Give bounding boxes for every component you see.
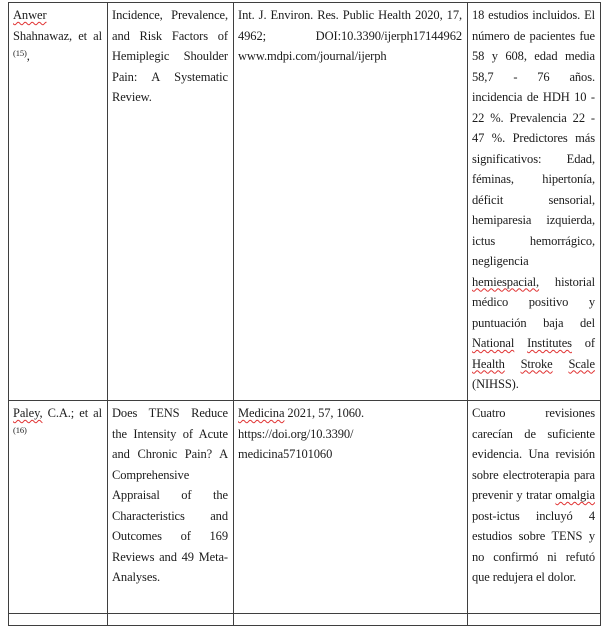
text-segment: 2021, 57, 1060. xyxy=(284,406,365,420)
citation-superscript: (15) xyxy=(13,47,27,58)
table-row-study-2 xyxy=(9,401,601,614)
text-segment: , xyxy=(26,49,30,63)
text-segment: medicina57101060 xyxy=(238,447,333,461)
document-page xyxy=(8,2,601,626)
text-segment xyxy=(553,357,569,371)
misspelled-word: Scale xyxy=(568,356,596,371)
text-segment: https://doi.org/10.3390/ xyxy=(238,426,354,441)
text-segment: post-ictus incluyó 4 estudios sobre TENS y no confirmó ni refutó que redujera el dolor. xyxy=(472,508,595,584)
text-segment: Does TENS Reduce the Intensity of Acute and Chronic Pain? A Comprehensive Appraisal of the Characteristics and Outcomes of 169 Reviews and 49 Meta-Analyses. xyxy=(112,406,228,584)
citation-superscript: (16) xyxy=(13,425,27,435)
misspelled-word: Anwer xyxy=(13,8,47,22)
table-row-study-1 xyxy=(9,3,601,401)
study-title-cell[interactable] xyxy=(108,3,234,401)
misspelled-word: omalgia xyxy=(555,488,595,502)
text-segment: Int. J. Environ. Res. Public Health 2020, 17, 4962; DOI:10.3390/ijerph17144962 www.mdpi.com/journal/ijerph xyxy=(238,8,462,63)
study-title-cell[interactable] xyxy=(108,401,234,614)
text-segment xyxy=(514,336,527,350)
text-segment: Cuatro revisiones carecían de suficiente evidencia. Una revisión sobre electroterapia para prevenir y tratar xyxy=(472,406,595,502)
misspelled-word: Paley, xyxy=(13,406,43,420)
misspelled-word: Health xyxy=(472,356,505,371)
study-title-cell-partial[interactable] xyxy=(108,614,234,626)
findings-cell-partial[interactable] xyxy=(468,614,601,626)
misspelled-word: National xyxy=(472,336,515,350)
findings-cell[interactable] xyxy=(468,3,601,401)
author-cell[interactable] xyxy=(9,401,108,614)
text-segment: (NIHSS). xyxy=(472,377,519,391)
text-segment: C.A.; et al xyxy=(42,406,102,420)
author-cell[interactable] xyxy=(9,3,108,401)
text-segment xyxy=(505,357,521,371)
journal-reference-cell[interactable] xyxy=(234,401,468,614)
text-segment: Shahnawaz, et al xyxy=(13,28,102,43)
literature-review-table xyxy=(8,2,601,626)
author-cell-partial[interactable] xyxy=(9,614,108,626)
misspelled-word: Stroke xyxy=(520,356,553,371)
text-segment: 18 estudios incluidos. El número de pacientes fue 58 y 608, edad media 58,7 - 76 años. incidencia de HDH 10 - 22 %. Prevalencia 22 - 47 %. Predictores más significativos: Edad, féminas, hipertonía, déficit sensorial, hemiparesia izquierda, ictus hemorrágico, negligencia xyxy=(472,8,595,268)
table-row-partial xyxy=(9,614,601,626)
misspelled-word: Medicina xyxy=(238,406,285,420)
misspelled-word: Institutes xyxy=(527,336,572,350)
text-segment: of xyxy=(571,336,595,350)
text-segment: Incidence, Prevalence, and Risk Factors of Hemiplegic Shoulder Pain: A Systematic Review. xyxy=(112,8,228,104)
journal-reference-cell-partial[interactable] xyxy=(234,614,468,626)
misspelled-word: hemiespacial, xyxy=(472,274,540,289)
findings-cell[interactable] xyxy=(468,401,601,614)
text-segment: historial médico positivo y puntuación baja del xyxy=(472,274,595,330)
journal-reference-cell[interactable] xyxy=(234,3,468,401)
